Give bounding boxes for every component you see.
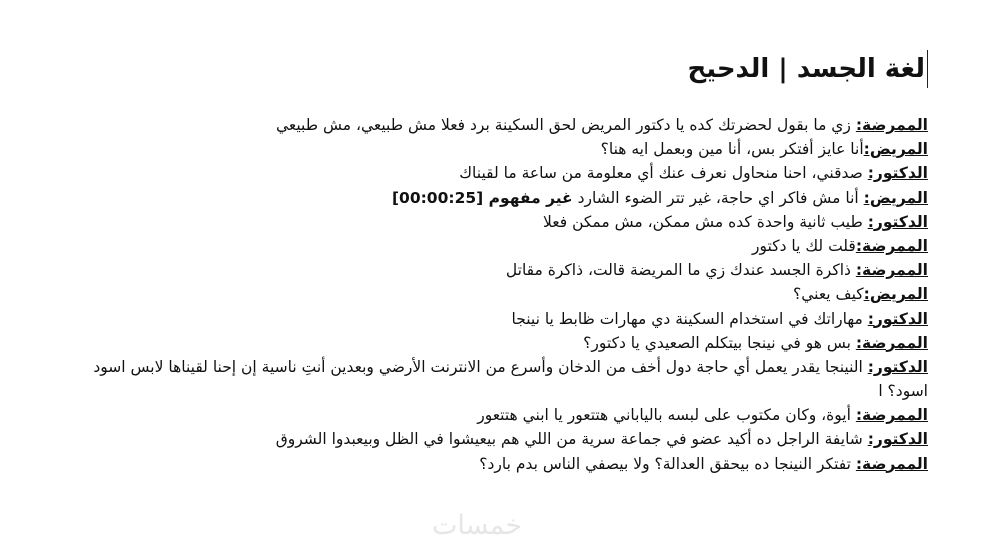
line-text: صدقني، احنا منحاول نعرف عنك أي معلومة من ساعة ما لقيناك [459, 164, 868, 183]
speaker-label: المريض: [863, 285, 928, 304]
transcript-line [58, 307, 928, 331]
speaker-label: الممرضة: [855, 454, 928, 473]
speaker-label: الدكتور: [867, 357, 928, 376]
speaker-label: المريض: [863, 188, 928, 207]
speaker-label: الممرضة: [855, 236, 928, 255]
unclear-note: غير مفهوم [488, 188, 573, 207]
line-text: كيف يعني؟ [793, 285, 864, 304]
line-text: تفتكر النينجا ده بيحقق العدالة؟ ولا بيصفي الناس بدم بارد؟ [479, 454, 856, 473]
line-text: شايفة الراجل ده أكيد عضو في جماعة سرية من اللي هم بيعيشوا في الظل وبيعبدوا الشروق [275, 430, 868, 449]
transcript-line [58, 234, 928, 258]
transcript-line [58, 427, 928, 451]
speaker-label: الممرضة: [855, 116, 928, 134]
line-text: زي ما بقول لحضرتك كده يا دكتور المريض لحق السكينة برد فعلا مش طبيعي، مش طبيعي [275, 116, 856, 134]
transcript-line [58, 113, 928, 137]
speaker-label: المريض: [863, 140, 928, 159]
line-text: أنا مش فاكر اي حاجة، غير تتر الضوء الشارد [572, 188, 864, 207]
transcript-line [58, 452, 928, 476]
timestamp: [00:00:25] [391, 188, 489, 207]
speaker-label: الدكتور: [867, 309, 928, 328]
transcript-line [58, 258, 928, 282]
line-text: قلت لك يا دكتور [752, 236, 856, 255]
transcript [58, 113, 928, 476]
speaker-label: الممرضة: [855, 406, 928, 425]
line-text: أنا عايز أفتكر بس، أنا مين وبعمل ايه هنا؟ [600, 140, 864, 159]
transcript-line [58, 186, 928, 210]
line-text: مهاراتك في استخدام السكينة دي مهارات ظابط يا نينجا [511, 309, 868, 328]
speaker-label: الدكتور: [867, 212, 928, 231]
line-text: النينجا يقدر يعمل أي حاجة دول أخف من الدخان وأسرع من الانترنت الأرضي وبعدين أنتِ ناسية إن إحنا لقيناها لابس اسود اسود؟ ا [93, 357, 928, 401]
speaker-label: الممرضة: [855, 333, 928, 352]
line-text: ذاكرة الجسد عندك زي ما المريضة قالت، ذاكرة مقاتل [505, 261, 856, 280]
speaker-label: الممرضة: [855, 261, 928, 280]
watermark-logo: خمسات [432, 510, 523, 541]
speaker-label: الدكتور: [867, 430, 928, 449]
transcript-line [58, 210, 928, 234]
transcript-line [58, 282, 928, 306]
transcript-line [58, 161, 928, 185]
document-title: لغة الجسد | الدحيح [687, 50, 928, 88]
transcript-line [66, 355, 928, 403]
transcript-line [58, 137, 928, 161]
speaker-label: الدكتور: [867, 164, 928, 183]
line-text: أيوة، وكان مكتوب على لبسه بالياباني هتتعور يا ابني هتتعور [477, 406, 856, 425]
transcript-line [58, 403, 928, 427]
transcript-line [58, 331, 928, 355]
line-text: طيب ثانية واحدة كده مش ممكن، مش ممكن فعلا [543, 212, 868, 231]
line-text: بس هو في نينجا بيتكلم الصعيدي يا دكتور؟ [583, 333, 856, 352]
